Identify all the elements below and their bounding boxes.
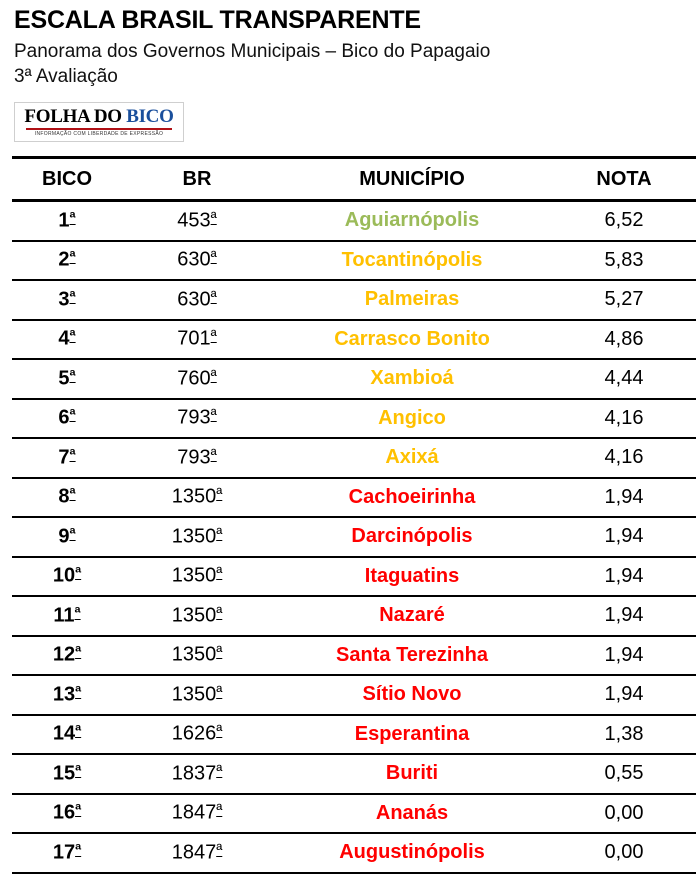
cell-nota: 4,16	[552, 399, 696, 439]
cell-bico: 16ª	[12, 794, 122, 834]
cell-bico: 15ª	[12, 754, 122, 794]
table-row	[12, 833, 696, 873]
cell-bico: 11ª	[12, 596, 122, 636]
logo-tagline: INFORMAÇÃO COM LIBERDADE DE EXPRESSÃO	[34, 131, 164, 138]
cell-br: 453ª	[122, 201, 272, 241]
table-header	[12, 158, 696, 201]
cell-bico: 1ª	[12, 201, 122, 241]
cell-nota: 4,16	[552, 438, 696, 478]
logo-divider	[26, 128, 172, 130]
cell-municipio: Sítio Novo	[272, 675, 552, 715]
cell-municipio: Carrasco Bonito	[272, 320, 552, 360]
cell-bico: 7ª	[12, 438, 122, 478]
column-header-municipio: MUNICÍPIO	[272, 158, 552, 201]
cell-municipio: Darcinópolis	[272, 517, 552, 557]
table-row	[12, 557, 696, 597]
cell-municipio: Axixá	[272, 438, 552, 478]
cell-bico: 4ª	[12, 320, 122, 360]
cell-nota: 0,00	[552, 794, 696, 834]
cell-nota: 1,94	[552, 636, 696, 676]
table-row	[12, 715, 696, 755]
cell-br: 701ª	[122, 320, 272, 360]
table-row	[12, 517, 696, 557]
cell-bico: 14ª	[12, 715, 122, 755]
page-subtitle	[14, 39, 692, 90]
table-row	[12, 478, 696, 518]
cell-bico: 17ª	[12, 833, 122, 873]
cell-br: 1847ª	[122, 794, 272, 834]
column-header-bico: BICO	[12, 158, 122, 201]
table-row	[12, 675, 696, 715]
cell-municipio: Esperantina	[272, 715, 552, 755]
cell-bico: 10ª	[12, 557, 122, 597]
table-row	[12, 359, 696, 399]
cell-br: 793ª	[122, 438, 272, 478]
page-title: ESCALA BRASIL TRANSPARENTE	[14, 6, 421, 34]
cell-br: 1350ª	[122, 478, 272, 518]
table-row	[12, 280, 696, 320]
cell-br: 793ª	[122, 399, 272, 439]
ranking-table	[12, 156, 696, 874]
cell-nota: 1,94	[552, 557, 696, 597]
cell-nota: 0,55	[552, 754, 696, 794]
table-row	[12, 596, 696, 636]
cell-br: 1350ª	[122, 596, 272, 636]
column-header-nota: NOTA	[552, 158, 696, 201]
table-row	[12, 636, 696, 676]
table-row	[12, 201, 696, 241]
cell-bico: 9ª	[12, 517, 122, 557]
cell-br: 630ª	[122, 280, 272, 320]
table-body	[12, 201, 696, 873]
cell-bico: 5ª	[12, 359, 122, 399]
cell-municipio: Xambioá	[272, 359, 552, 399]
cell-municipio: Aguiarnópolis	[272, 201, 552, 241]
table-row	[12, 754, 696, 794]
table-row	[12, 794, 696, 834]
cell-municipio: Nazaré	[272, 596, 552, 636]
table-row	[12, 241, 696, 281]
cell-bico: 2ª	[12, 241, 122, 281]
folha-do-bico-logo	[14, 102, 184, 142]
cell-municipio: Cachoeirinha	[272, 478, 552, 518]
column-header-br: BR	[122, 158, 272, 201]
table-row	[12, 438, 696, 478]
cell-nota: 1,94	[552, 675, 696, 715]
logo-text-accent: BICO	[126, 106, 174, 128]
cell-municipio: Angico	[272, 399, 552, 439]
cell-nota: 4,86	[552, 320, 696, 360]
cell-br: 1350ª	[122, 675, 272, 715]
cell-municipio: Augustinópolis	[272, 833, 552, 873]
cell-br: 1350ª	[122, 636, 272, 676]
cell-nota: 6,52	[552, 201, 696, 241]
cell-br: 1350ª	[122, 557, 272, 597]
cell-nota: 1,94	[552, 517, 696, 557]
cell-nota: 5,27	[552, 280, 696, 320]
cell-br: 1837ª	[122, 754, 272, 794]
cell-bico: 13ª	[12, 675, 122, 715]
cell-bico: 8ª	[12, 478, 122, 518]
cell-br: 1350ª	[122, 517, 272, 557]
cell-bico: 12ª	[12, 636, 122, 676]
cell-nota: 4,44	[552, 359, 696, 399]
cell-municipio: Itaguatins	[272, 557, 552, 597]
logo-text-primary: FOLHA DO	[24, 106, 127, 128]
cell-nota: 5,83	[552, 241, 696, 281]
cell-br: 760ª	[122, 359, 272, 399]
cell-bico: 3ª	[12, 280, 122, 320]
cell-br: 1847ª	[122, 833, 272, 873]
cell-municipio: Palmeiras	[272, 280, 552, 320]
table-row	[12, 399, 696, 439]
cell-nota: 1,94	[552, 478, 696, 518]
cell-municipio: Tocantinópolis	[272, 241, 552, 281]
document-page	[0, 6, 700, 870]
table-row	[12, 320, 696, 360]
cell-municipio: Ananás	[272, 794, 552, 834]
cell-bico: 6ª	[12, 399, 122, 439]
cell-nota: 0,00	[552, 833, 696, 873]
cell-br: 630ª	[122, 241, 272, 281]
logo-wordmark	[24, 107, 173, 126]
cell-municipio: Santa Terezinha	[272, 636, 552, 676]
cell-municipio: Buriti	[272, 754, 552, 794]
table-header-row	[12, 158, 696, 201]
subtitle-line-2: 3ª Avaliação	[14, 66, 118, 88]
cell-br: 1626ª	[122, 715, 272, 755]
cell-nota: 1,38	[552, 715, 696, 755]
cell-nota: 1,94	[552, 596, 696, 636]
subtitle-line-1: Panorama dos Governos Municipais – Bico do Papagaio	[14, 40, 491, 62]
